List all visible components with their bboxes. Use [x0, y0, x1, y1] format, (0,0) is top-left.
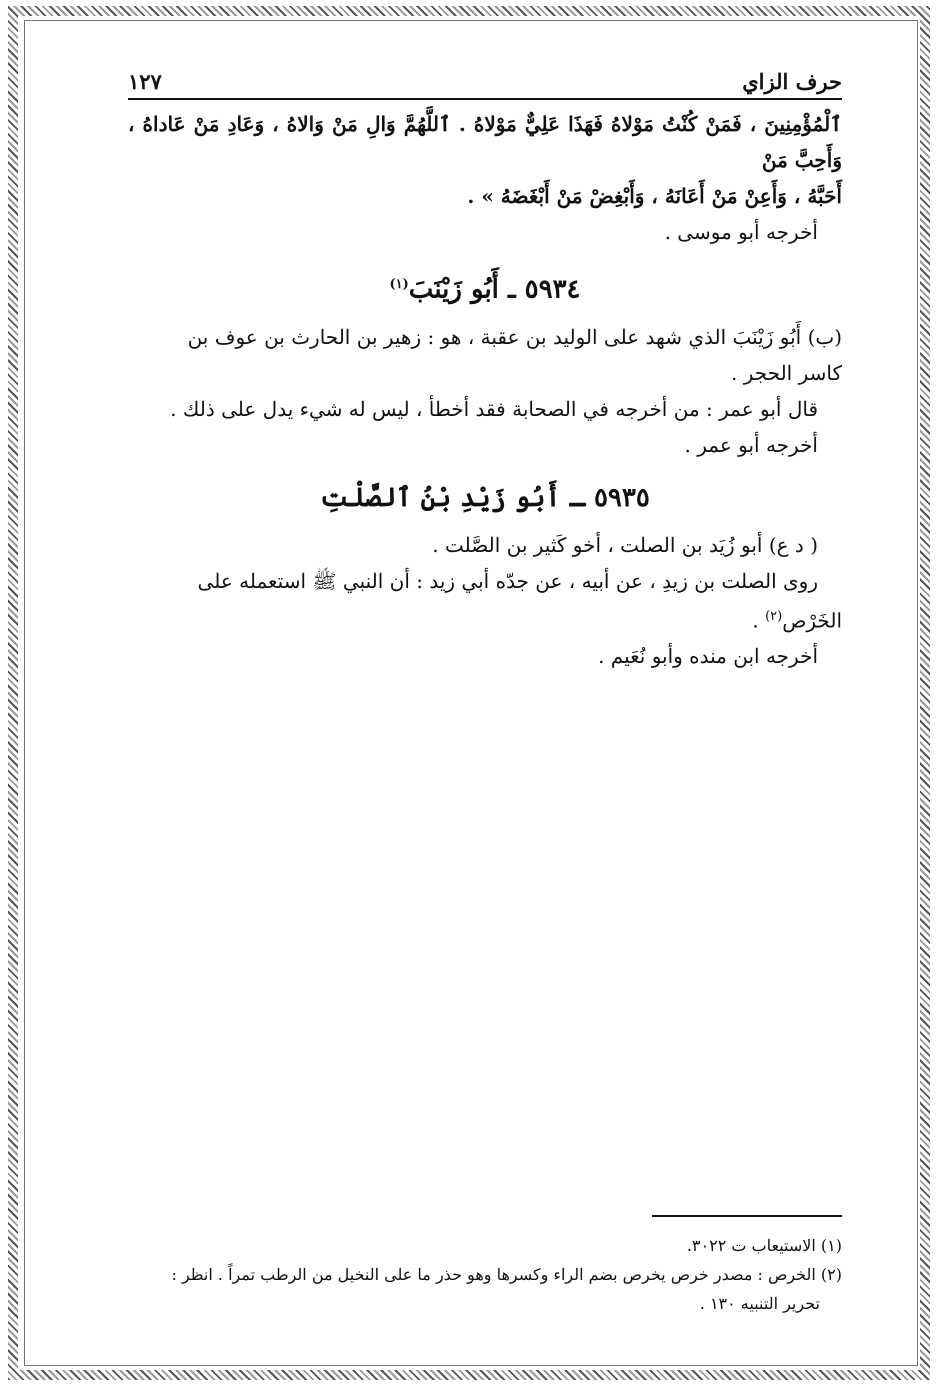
- source-abu-musa: أخرجه أبو موسى .: [664, 220, 818, 244]
- footnote-2-line-1: (٢) الخرص : مصدر خرص يخرص بضم الراء وكسرها وهو حذر ما على النخيل من الرطب تمراً . انظر :: [171, 1265, 842, 1284]
- narration-word: الخَرْص: [782, 608, 842, 633]
- entry-5934-source: أخرجه أبو عمر .: [684, 432, 818, 457]
- footnote-rule: [652, 1215, 842, 1217]
- continuation-line-2: أَحَبَّهُ ، وَأَعِنْ مَنْ أَعَانَهُ ، وَأَبْغِضْ مَنْ أَبْغَضَهُ » .: [467, 184, 842, 208]
- footnote-1: (١) الاستيعاب ت ٣٠٢٢.: [686, 1236, 842, 1255]
- entry-5935-narration-line-1: روى الصلت بن زيدِ ، عن أبيه ، عن جدّه أبي زيد : أن النبي ﷺ استعمله على: [197, 568, 818, 593]
- chapter-title: حرف الزاي: [742, 69, 842, 94]
- continuation-line-1: ٱلْمُؤْمِنِينَ ، فَمَنْ كُنْتُ مَوْلاهُ فَهَذَا عَلِيٌّ مَوْلاهُ . ٱللَّهُمَّ وَالِ مَنْ وَالاهُ ، وَعَادِ مَنْ عَاداهُ ، وَأَحِبَّ مَنْ: [128, 112, 842, 172]
- entry-5935-source: أخرجه ابن منده وأبو نُعَيم .: [598, 644, 818, 669]
- page-content: [128, 60, 842, 1360]
- entry-5934-quote: قال أبو عمر : من أخرجه في الصحابة فقد أخطأ ، ليس له شيء يدل على ذلك .: [170, 396, 818, 421]
- footnote-ref-2: (٢): [765, 608, 783, 624]
- narration-end: .: [752, 608, 766, 633]
- entry-5934-title-text: ٥٩٣٤ ـ أَبُو زَيْنَبَ: [408, 274, 581, 305]
- page-number: ١٢٧: [128, 69, 162, 94]
- entry-5935-narration-line-2: [128, 599, 842, 639]
- entry-5935-text: ( د ع) أبو زُيَد بن الصلت ، أخو كَثير بن الصَّلت .: [432, 532, 818, 557]
- footnote-2-line-2: تحرير التنبيه ١٣٠ .: [699, 1294, 820, 1313]
- entry-5934-title: [128, 264, 842, 311]
- entry-5934-text-line-2: كاسر الحجر .: [731, 360, 842, 385]
- footnote-ref-1: (١): [389, 277, 409, 292]
- footnotes: [128, 1215, 842, 1318]
- entry-5934-text-line-1: (ب) أَبُو زَيْنَبَ الذي شهد على الوليد بن عقبة ، هو : زهير بن الحارث بن عوف بن: [187, 324, 842, 349]
- entry-5935-title: ٥٩٣٥ ـ أَبُو زَيْدِ بْنُ ٱلصَّلْتِ: [320, 482, 650, 513]
- page-header: [128, 60, 842, 100]
